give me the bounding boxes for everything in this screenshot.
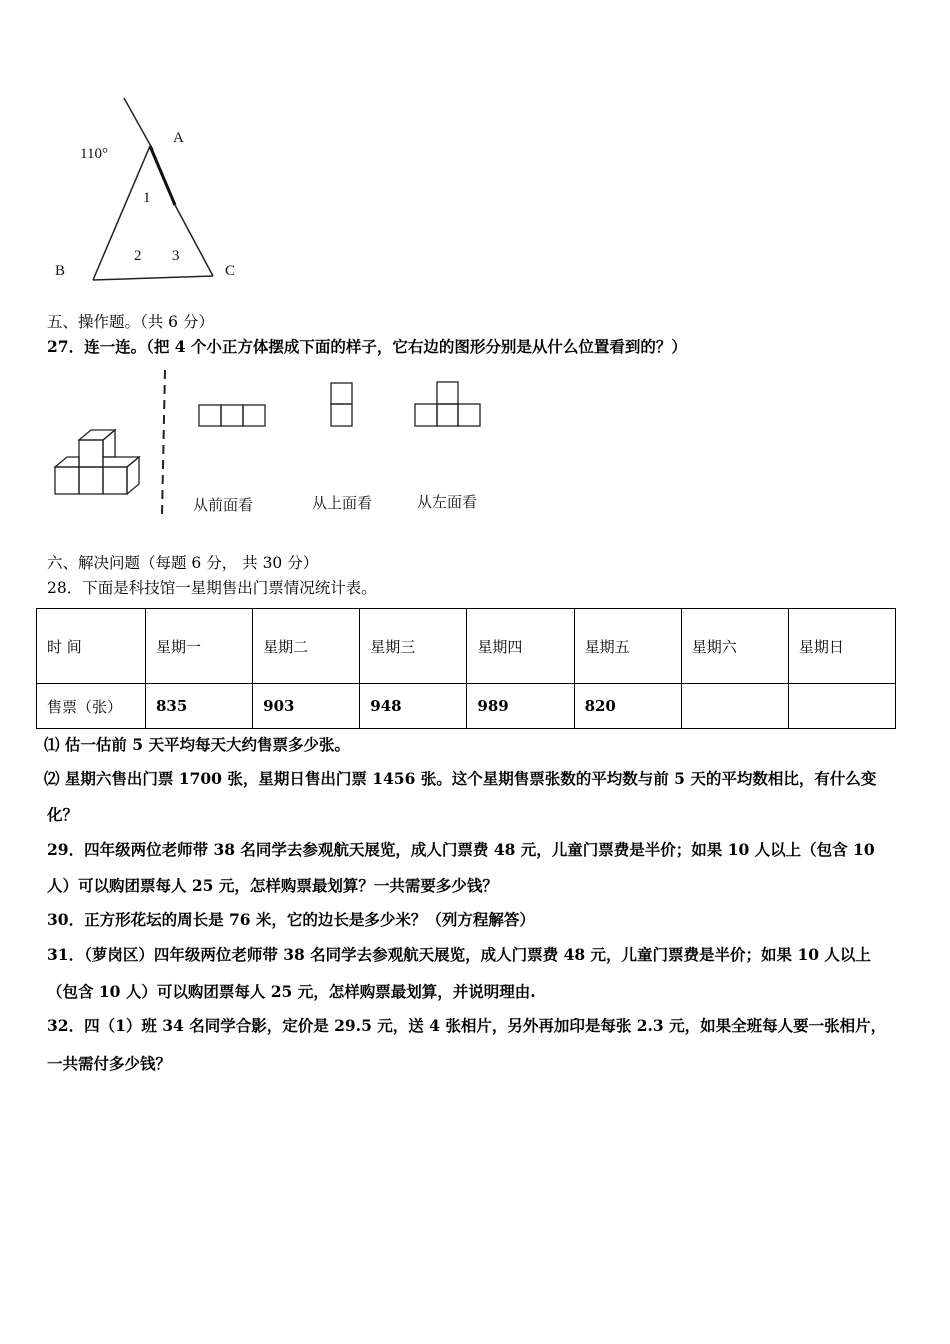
question-30: 30．正方形花坛的周长是 76 米，它的边长是多少米？（列方程解答） xyxy=(47,910,535,929)
table-cell: 820 xyxy=(574,684,681,729)
table-header-cell: 星期四 xyxy=(467,609,574,684)
question-31-line-1: 31．（萝岗区）四年级两位老师带 38 名同学去参观航天展览，成人门票费 48 元，儿童门票费是半价；如果 10 人以上 xyxy=(47,945,871,964)
cube-stack-drawing xyxy=(55,430,139,494)
front-view-shape xyxy=(199,405,265,426)
question-32-line-2: 一共需付多少钱？ xyxy=(47,1054,172,1073)
question-29-line-1: 29．四年级两位老师带 38 名同学去参观航天展览，成人门票费 48 元，儿童门票费是半价；如果 10 人以上（包含 10 xyxy=(47,840,875,859)
question-28-part-1: ⑴ 估一估前 5 天平均每天大约售票多少张。 xyxy=(44,735,350,754)
table-header-cell: 星期一 xyxy=(146,609,253,684)
table-cell: 835 xyxy=(146,684,253,729)
angle-110-label: 110° xyxy=(80,146,108,162)
angle-1-label: 1 xyxy=(143,190,151,206)
divider-dashed-line xyxy=(162,370,165,515)
vertex-b-label: B xyxy=(55,263,66,279)
view-label-left: 从左面看 xyxy=(417,495,478,511)
view-label-top: 从上面看 xyxy=(312,496,373,512)
ticket-sales-table xyxy=(36,608,896,729)
vertex-c-label: C xyxy=(225,263,236,279)
angle-3-label: 3 xyxy=(172,248,180,264)
table-header-cell: 星期日 xyxy=(788,609,895,684)
table-header-row xyxy=(37,609,896,684)
table-row xyxy=(37,684,896,729)
cube-views-figure xyxy=(45,365,515,525)
table-header-cell: 星期二 xyxy=(253,609,360,684)
question-28-part-2-line-2: 化？ xyxy=(47,805,79,824)
table-header-cell: 星期六 xyxy=(681,609,788,684)
table-cell: 989 xyxy=(467,684,574,729)
question-28-part-2-line-1: ⑵ 星期六售出门票 1700 张，星期日售出门票 1456 张。这个星期售票张数的平均数与前 5 天的平均数相比，有什么变 xyxy=(44,769,877,788)
left-view-shape xyxy=(415,382,480,426)
triangle-figure xyxy=(40,90,260,290)
question-32-line-1: 32．四（1）班 34 名同学合影，定价是 29.5 元，送 4 张相片，另外再加印是每张 2.3 元，如果全班每人要一张相片， xyxy=(47,1016,887,1035)
table-header-cell: 星期三 xyxy=(360,609,467,684)
vertex-a-label: A xyxy=(173,130,184,146)
table-row-label: 售票（张） xyxy=(37,684,146,729)
section-5-title: 五、操作题。（共 6 分） xyxy=(47,313,214,331)
section-6-title: 六、解决问题（每题 6 分， 共 30 分） xyxy=(47,554,319,572)
question-27: 27．连一连。（把 4 个小正方体摆成下面的样子，它右边的图形分别是从什么位置看到的？） xyxy=(47,337,687,356)
question-29-line-2: 人）可以购团票每人 25 元，怎样购票最划算？一共需要多少钱？ xyxy=(47,876,498,895)
table-header-cell: 星期五 xyxy=(574,609,681,684)
table-cell xyxy=(681,684,788,729)
table-cell xyxy=(788,684,895,729)
angle-2-label: 2 xyxy=(134,248,142,264)
top-view-shape xyxy=(331,383,352,426)
table-header-cell: 时 间 xyxy=(37,609,146,684)
table-cell: 903 xyxy=(253,684,360,729)
question-31-line-2: （包含 10 人）可以购团票每人 25 元，怎样购票最划算，并说明理由. xyxy=(47,982,536,1001)
table-cell: 948 xyxy=(360,684,467,729)
view-label-front: 从前面看 xyxy=(193,498,254,514)
question-28: 28．下面是科技馆一星期售出门票情况统计表。 xyxy=(47,579,377,597)
